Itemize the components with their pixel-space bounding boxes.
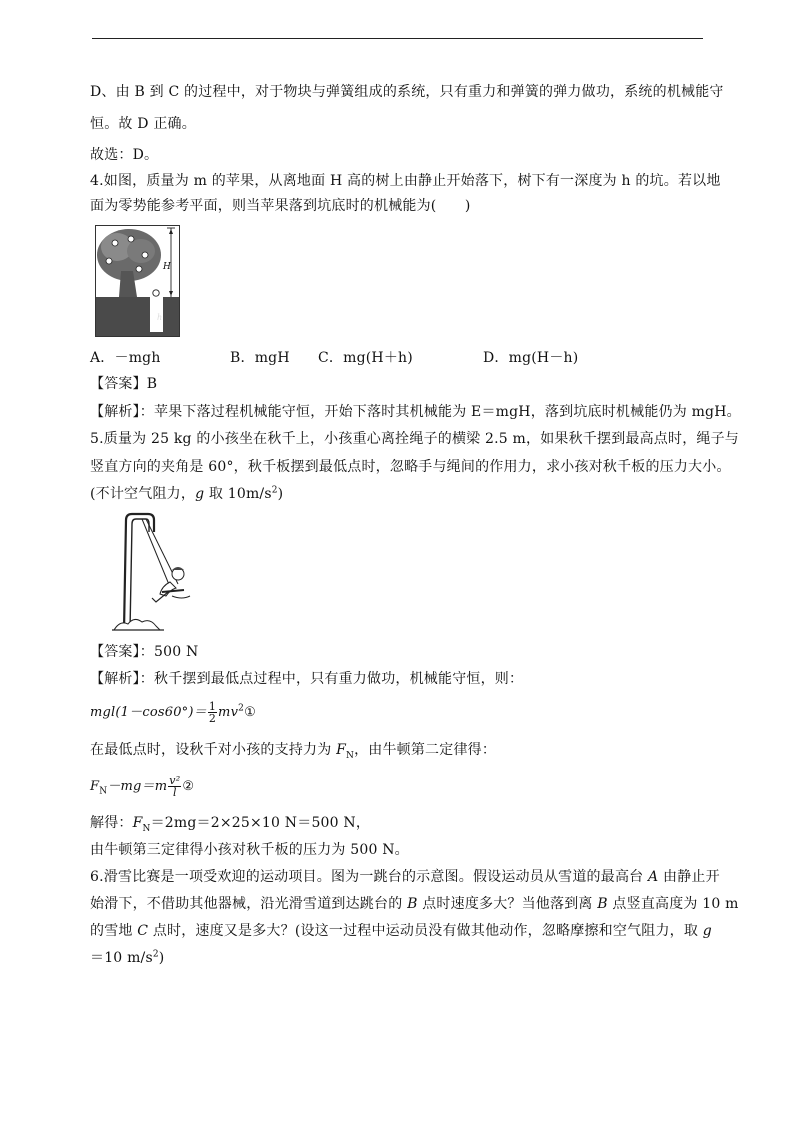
eq1-left: mgl(1－cos60°)＝ <box>90 705 207 720</box>
q6-line1-a: 6.滑雪比赛是一项受欢迎的运动项目。图为一跳台的示意图。假设运动员从雪道的最高台 <box>90 869 649 885</box>
q5-line3-a: (不计空气阻力， <box>90 486 196 502</box>
header-rule <box>92 38 703 39</box>
q5-answer: 【答案】：500 N <box>90 644 199 660</box>
q5-solve-line <box>90 813 370 833</box>
q4-line1: 4.如图，质量为 m 的苹果，从离地面 H 高的树上由静止开始落下，树下有一深度为 h 的坑。若以地 <box>90 173 721 189</box>
q6-line4 <box>90 948 164 968</box>
q6-line3-b: 点时，速度又是多大？(设这一过程中运动员没有做其他动作，忽略摩擦和空气阻力，取 <box>148 923 703 939</box>
support-F: F <box>336 742 346 758</box>
prev-d-line1: D、由 B 到 C 的过程中，对于物块与弹簧组成的系统，只有重力和弹簧的弹力做功，系统的机械能守 <box>90 84 724 100</box>
q4-option-b: B．mgH <box>230 350 290 366</box>
q4-option-d: D．mg(H－h) <box>483 350 579 366</box>
q6-line4-sup: 2 <box>152 949 159 960</box>
q6-line2-B: B <box>407 896 418 912</box>
eq1-num: 1 <box>208 700 217 713</box>
prev-answer: 故选：D。 <box>90 147 159 163</box>
eq2-tag: ② <box>182 779 195 794</box>
q6-line2-b: 点时速度多大？当他落到离 <box>417 896 598 912</box>
q6-line1-A: A <box>648 869 659 885</box>
q5-support-line <box>90 740 496 760</box>
q5-line3-sup: 2 <box>271 485 278 496</box>
q5-line3 <box>90 484 283 504</box>
q4-analysis: 【解析】：苹果下落过程机械能守恒，开始下落时其机械能为 E＝mgH，落到坑底时机械能仍为 mgH。 <box>90 404 741 420</box>
eq1-fraction <box>208 701 217 724</box>
q5-analysis: 【解析】：秋千摆到最低点过程中，只有重力做功，机械能守恒，则： <box>90 671 524 687</box>
eq2-F: F <box>90 779 100 794</box>
prev-d-line2: 恒。故 D 正确。 <box>90 116 196 132</box>
q6-line3-C: C <box>137 923 149 939</box>
solve-a: 解得： <box>90 815 133 831</box>
q6-line4-a: ＝10 m/s <box>90 950 153 966</box>
eq2-mid: －mg＝m <box>107 779 168 794</box>
eq2-fraction <box>168 775 181 798</box>
solve-b: ＝2mg＝2×25×10 N＝500 N， <box>150 815 371 831</box>
q6-line2 <box>90 894 739 914</box>
q6-line4-b: ) <box>158 950 165 966</box>
apple-tree-figure <box>95 225 180 337</box>
q4-option-c: C．mg(H＋h) <box>318 350 413 366</box>
eq2-sub: N <box>99 786 108 797</box>
eq1-right: mv <box>218 705 239 720</box>
q4-options <box>90 348 578 368</box>
q6-line2-a: 始滑下，不借助其他器械，沿光滑雪道到达跳台的 <box>90 896 408 912</box>
eq1-sup: 2 <box>238 703 245 714</box>
support-b: ，由牛顿第二定律得： <box>354 742 497 758</box>
apple-tree-illustration <box>95 225 180 337</box>
q5-line3-b: 取 10m/s <box>204 486 272 502</box>
q4-answer: 【答案】B <box>90 376 158 392</box>
q5-line2: 竖直方向的夹角是 60°，秋千板摆到最低点时，忽略手与绳间的作用力，求小孩对秋千板的压力大小。 <box>90 459 731 475</box>
swing-figure <box>112 512 192 632</box>
q5-line1: 5.质量为 25 kg 的小孩坐在秋千上，小孩重心离拴绳子的横梁 2.5 m，如果秋千摆到最高点时，绳子与 <box>90 431 740 447</box>
q5-equation-2 <box>90 775 194 798</box>
q5-equation-1 <box>90 701 256 724</box>
q4-line2: 面为零势能参考平面，则当苹果落到坑底时的机械能为( ) <box>90 198 471 214</box>
q5-conclusion: 由牛顿第三定律得小孩对秋千板的压力为 500 N。 <box>90 842 409 858</box>
q6-line1 <box>90 867 720 887</box>
eq2-num: v² <box>169 774 181 787</box>
label-H: H <box>163 262 171 272</box>
solve-sub: N <box>142 823 151 834</box>
eq1-tag: ① <box>244 705 256 720</box>
q4-option-a: A．－mgh <box>90 350 161 366</box>
label-h: h <box>157 313 163 322</box>
q6-line3 <box>90 921 712 941</box>
swing-illustration <box>112 512 192 632</box>
q5-line3-c: ) <box>277 486 284 502</box>
q6-line3-a: 的雪地 <box>90 923 138 939</box>
q6-line1-b: 由静止开 <box>658 869 720 885</box>
eq2-den: l <box>172 786 177 799</box>
support-sub: N <box>345 750 355 761</box>
q6-line2-c: 点竖直高度为 10 m <box>607 896 739 912</box>
q6-line2-B2: B <box>597 896 608 912</box>
support-a: 在最低点时，设秋千对小孩的支持力为 <box>90 742 337 758</box>
q6-line3-g: g <box>702 923 712 939</box>
solve-F: F <box>132 815 143 831</box>
q5-line3-g: g <box>195 486 205 502</box>
eq1-den: 2 <box>208 712 217 725</box>
